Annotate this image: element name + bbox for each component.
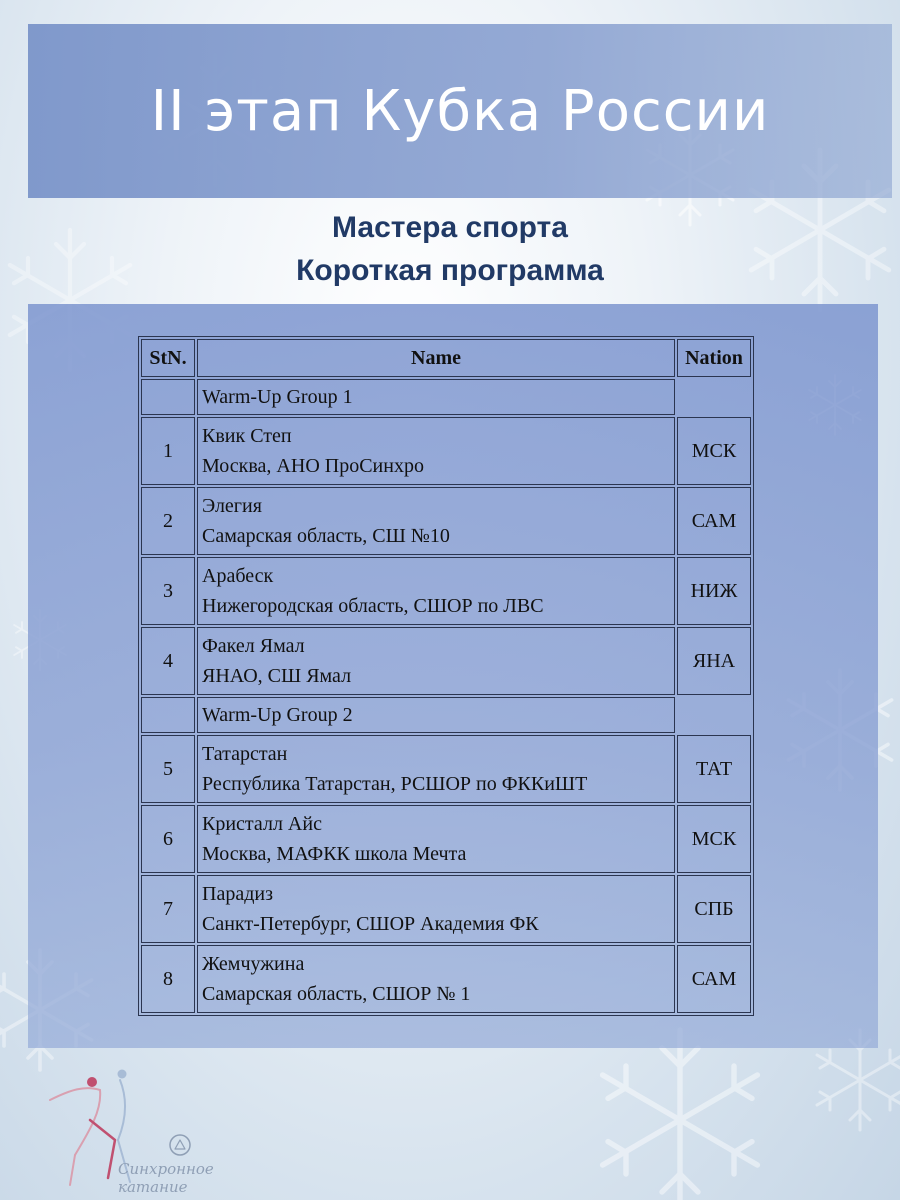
team-organization: Республика Татарстан, РСШОР по ФККиШТ [202, 773, 588, 795]
nation-cell: САМ [677, 945, 751, 1013]
table-header-row [141, 339, 751, 377]
title-banner [28, 24, 892, 198]
table-row [141, 417, 751, 485]
table-row [141, 627, 751, 695]
stn-cell: 7 [141, 875, 195, 943]
team-name: Арабеск [202, 565, 274, 587]
column-header-stn: StN. [141, 339, 195, 377]
warmup-group-row [141, 379, 751, 415]
team-name: Квик Степ [202, 425, 292, 447]
column-header-name: Name [197, 339, 675, 377]
team-organization: Москва, АНО ПроСинхро [202, 455, 424, 477]
nation-cell [677, 697, 751, 733]
logo-text-line2: катание [118, 1178, 188, 1196]
team-name: Парадиз [202, 883, 273, 905]
name-cell [197, 487, 675, 555]
nation-cell: НИЖ [677, 557, 751, 625]
snowflake-icon [603, 1030, 758, 1200]
nation-cell: МСК [677, 805, 751, 873]
team-organization: Самарская область, СШ №10 [202, 525, 450, 547]
name-cell [197, 735, 675, 803]
table-row [141, 487, 751, 555]
stn-cell: 1 [141, 417, 195, 485]
team-name: Жемчужина [202, 953, 305, 975]
logo-text [118, 1160, 238, 1196]
table-row [141, 945, 751, 1013]
stn-cell: 6 [141, 805, 195, 873]
nation-cell [677, 379, 751, 415]
name-cell [197, 945, 675, 1013]
name-cell [197, 627, 675, 695]
column-header-nation: Nation [677, 339, 751, 377]
stn-cell: 2 [141, 487, 195, 555]
warmup-group-label: Warm-Up Group 2 [197, 697, 675, 733]
table-row [141, 735, 751, 803]
name-cell [197, 875, 675, 943]
stn-cell [141, 379, 195, 415]
nation-cell: СПБ [677, 875, 751, 943]
team-name: Кристалл Айс [202, 813, 322, 835]
team-name: Элегия [202, 495, 262, 517]
stn-cell [141, 697, 195, 733]
team-organization: Москва, МАФКК школа Мечта [202, 843, 467, 865]
stn-cell: 4 [141, 627, 195, 695]
team-name: Татарстан [202, 743, 288, 765]
nation-cell: МСК [677, 417, 751, 485]
nation-cell: ТАТ [677, 735, 751, 803]
stn-cell: 3 [141, 557, 195, 625]
name-cell [197, 805, 675, 873]
warmup-group-row [141, 697, 751, 733]
team-organization: Самарская область, СШОР № 1 [202, 983, 471, 1005]
name-cell [197, 417, 675, 485]
team-organization: ЯНАО, СШ Ямал [202, 665, 352, 687]
team-organization: Нижегородская область, СШОР по ЛВС [202, 595, 544, 617]
subtitle-block [0, 206, 900, 292]
table-row [141, 557, 751, 625]
nation-cell: САМ [677, 487, 751, 555]
page-title: II этап Кубка России [150, 78, 770, 144]
table-row [141, 875, 751, 943]
table-row [141, 805, 751, 873]
team-organization: Санкт-Петербург, СШОР Академия ФК [202, 913, 539, 935]
team-name: Факел Ямал [202, 635, 305, 657]
program-title: Короткая программа [296, 254, 604, 287]
warmup-group-label: Warm-Up Group 1 [197, 379, 675, 415]
nation-cell: ЯНА [677, 627, 751, 695]
stn-cell: 8 [141, 945, 195, 1013]
logo-text-line1: Синхронное [118, 1160, 214, 1178]
start-order-table [138, 336, 754, 1016]
category-title: Мастера спорта [332, 211, 568, 244]
name-cell [197, 557, 675, 625]
stn-cell: 5 [141, 735, 195, 803]
